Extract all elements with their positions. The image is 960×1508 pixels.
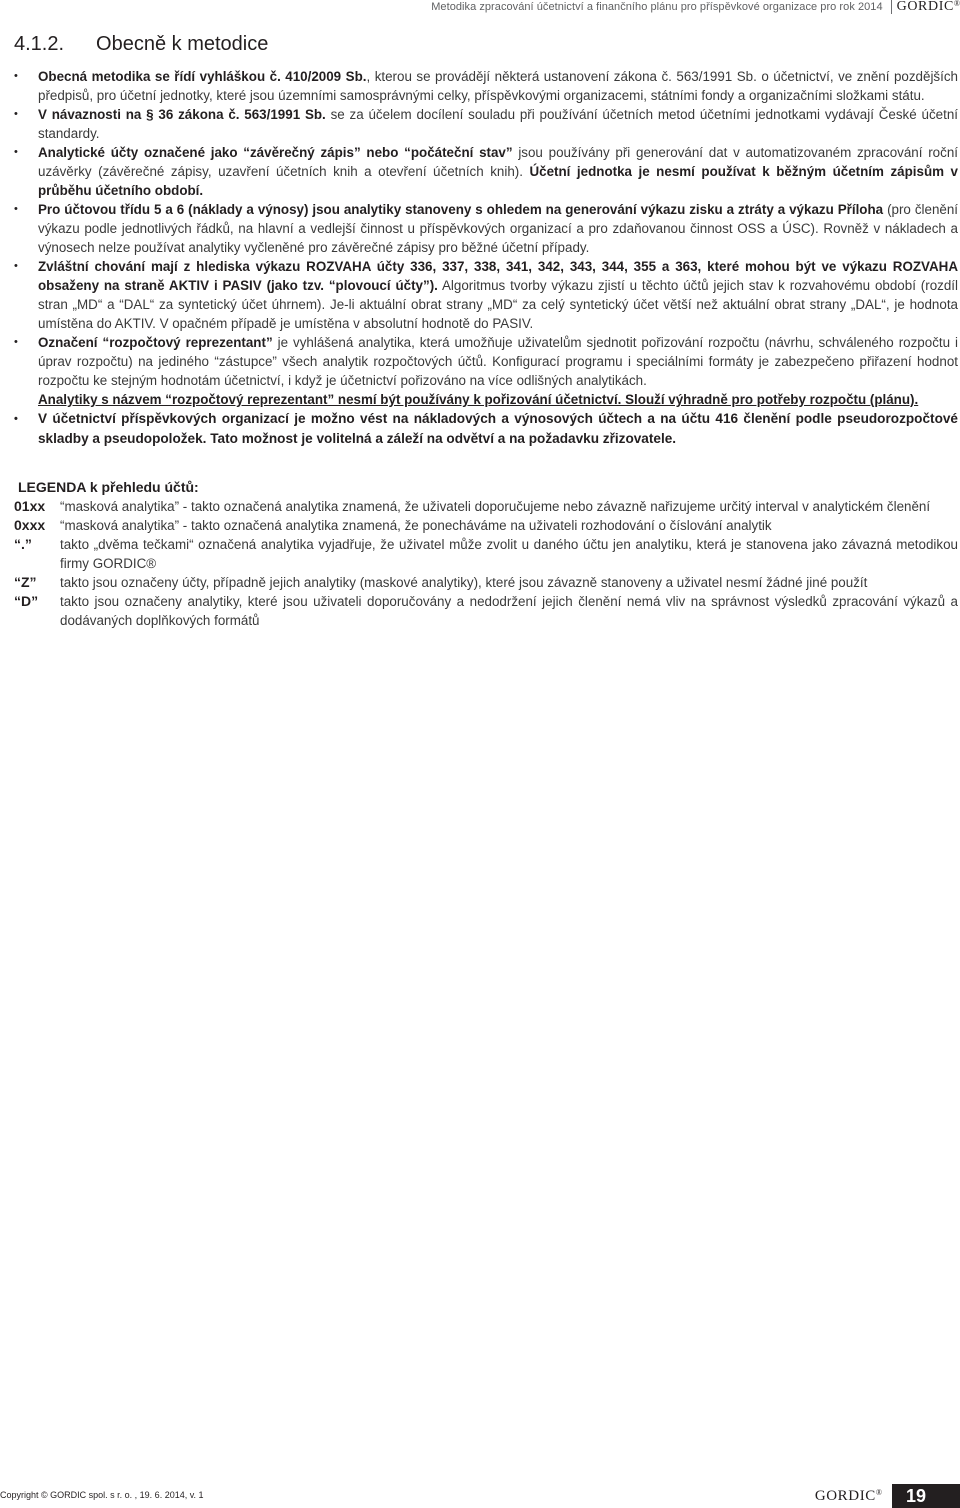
list-item: • Zvláštní chování mají z hlediska výkazu ROZVAHA účty 336, 337, 338, 341, 342, 343, 344, 355 a 363, které mohou být ve výkazu ROZVAHA obsaženy na straně AKTIV i PASIV (jako tzv. “plovoucí účty”). Algoritmus tvorby výkazu zjistí u těchto účtů jejich stav k rozvahovému období (rozdíl stran „MD“ a “DAL“ za syntetický účet úhrnem). Je-li aktuální obrat strany „MD“ za celý syntetický účet větší než aktuální obrat strany „DAL“, je hodnota umístěna do AKTIV. V opačném případě je umístěna v absolutní hodnotě do PASIV. bbox=[14, 257, 958, 333]
pseudo-budget-list bbox=[14, 409, 958, 449]
legend-code: “D” bbox=[14, 593, 39, 609]
legend-table bbox=[14, 497, 958, 630]
page-content bbox=[14, 67, 958, 630]
copyright-notice: Copyright © GORDIC spol. s r. o. , 19. 6. 2014, v. 1 bbox=[0, 1490, 204, 1500]
section-title bbox=[14, 33, 268, 56]
legend-description: takto jsou označeny analytiky, které jsou uživateli doporučovány a nedodržení jejich členění nemá vliv na správnost výsledků zpracování výkazů a dodávaných doplňkových formátů bbox=[60, 594, 958, 628]
section-title-text: Obecně k metodice bbox=[96, 33, 269, 55]
legend-code: 0xxx bbox=[14, 517, 46, 533]
list-item: • V účetnictví příspěvkových organizací je možno vést na nákladových a výnosových účtech a na účtu 416 členění podle pseudorozpočtové skladby a pseudopoložek. Tato možnost je volitelná a záleží na odvětví a na požadavku zřizovatele. bbox=[14, 409, 958, 449]
legend-row bbox=[14, 573, 958, 592]
legend-row bbox=[14, 535, 958, 573]
page-header bbox=[431, 0, 960, 14]
methodology-list bbox=[14, 67, 958, 390]
gordic-logo: GORDIC® bbox=[814, 1487, 882, 1504]
page-number: 19 bbox=[892, 1484, 960, 1508]
legend-code: 01xx bbox=[14, 498, 46, 514]
list-item: • Pro účtovou třídu 5 a 6 (náklady a výnosy) jsou analytiky stanoveny s ohledem na generování výkazu zisku a ztráty a výkazu Příloha (pro členění výkazu podle jednotlivých řádků, na hlavní a vedlejší činnost u příspěvkových organizací a pro zdaňovanou činnost OSS a ÚSC). Rovněž v nákladech a výnosech nelze používat analytiky vyčleněné pro závěrečné zápisy pro běžné účetní případy. bbox=[14, 200, 958, 257]
gordic-logo: GORDIC® bbox=[896, 0, 960, 14]
list-item: • V návaznosti na § 36 zákona č. 563/1991 Sb. se za účelem docílení souladu při používání účetních metod účetními jednotkami vydávají České účetní standardy. bbox=[14, 105, 958, 143]
legend-description: takto „dvěma tečkami“ označená analytika vyjadřuje, že uživatel může zvolit u daného účtu jen analytiku, která je stanovena jako závazná metodikou firmy GORDIC® bbox=[60, 537, 958, 571]
legend-row bbox=[14, 592, 958, 630]
document-subtitle: Metodika zpracování účetnictví a finančního plánu pro příspěvkové organizace pro rok 2014 bbox=[431, 1, 883, 13]
legend-title: LEGENDA k přehledu účtů: bbox=[18, 479, 199, 495]
section-number: 4.1.2. bbox=[14, 33, 65, 55]
legend-row bbox=[14, 516, 958, 535]
legend-description: takto jsou označeny účty, případně jejich analytiky (maskové analytiky), které jsou závazně stanoveny a uživatel nesmí žádné jiné použít bbox=[60, 575, 868, 590]
page-footer bbox=[815, 1484, 960, 1508]
list-item: • Analytické účty označené jako “závěrečný zápis” nebo “počáteční stav” jsou používány při generování dat v automatizovaném zpracování roční uzávěrky (závěrečné zápisy, uzavření účetních knih a otevření účetních knih). Účetní jednotka je nesmí používat k běžným účetním zápisům v průběhu účetního období. bbox=[14, 143, 958, 200]
legend-code: “.” bbox=[14, 536, 32, 552]
list-item: • Obecná metodika se řídí vyhláškou č. 410/2009 Sb., kterou se provádějí některá ustanovení zákona č. 563/1991 Sb. o účetnictví, ve znění pozdějších předpisů, pro účetní jednotky, které jsou územními samosprávnými celky, příspěvkovými organizacemi, státními fondy a organizačními složkami státu. bbox=[14, 67, 958, 105]
budget-representative-note: Analytiky s názvem “rozpočtový reprezentant” nesmí být používány k pořizování účetnictví. Slouží výhradně pro potřeby rozpočtu (plánu). bbox=[38, 392, 919, 407]
legend-code: “Z” bbox=[14, 574, 37, 590]
list-item: • Označení “rozpočtový reprezentant” je vyhlášená analytika, která umožňuje uživatelům sjednotit pořizování rozpočtu (návrhu, schváleného rozpočtu i úprav rozpočtu) na jediného “zástupce” všech analytik rozpočtových účtů. Konfigurací programu i speciálními formáty je zabezpečeno přiřazení hodnot rozpočtu ke stejným hodnotám účetnictví, i když je účetnictví pořizováno na více odlišných analytikách. bbox=[14, 333, 958, 390]
legend-description: “masková analytika” - takto označená analytika znamená, že uživateli doporučujeme nebo závazně nařizujeme určitý interval v analytickém členění bbox=[60, 499, 931, 514]
legend-description: “masková analytika” - takto označená analytika znamená, že ponecháváme na uživateli rozhodování o číslování analytik bbox=[60, 518, 772, 533]
legend-row bbox=[14, 497, 958, 516]
